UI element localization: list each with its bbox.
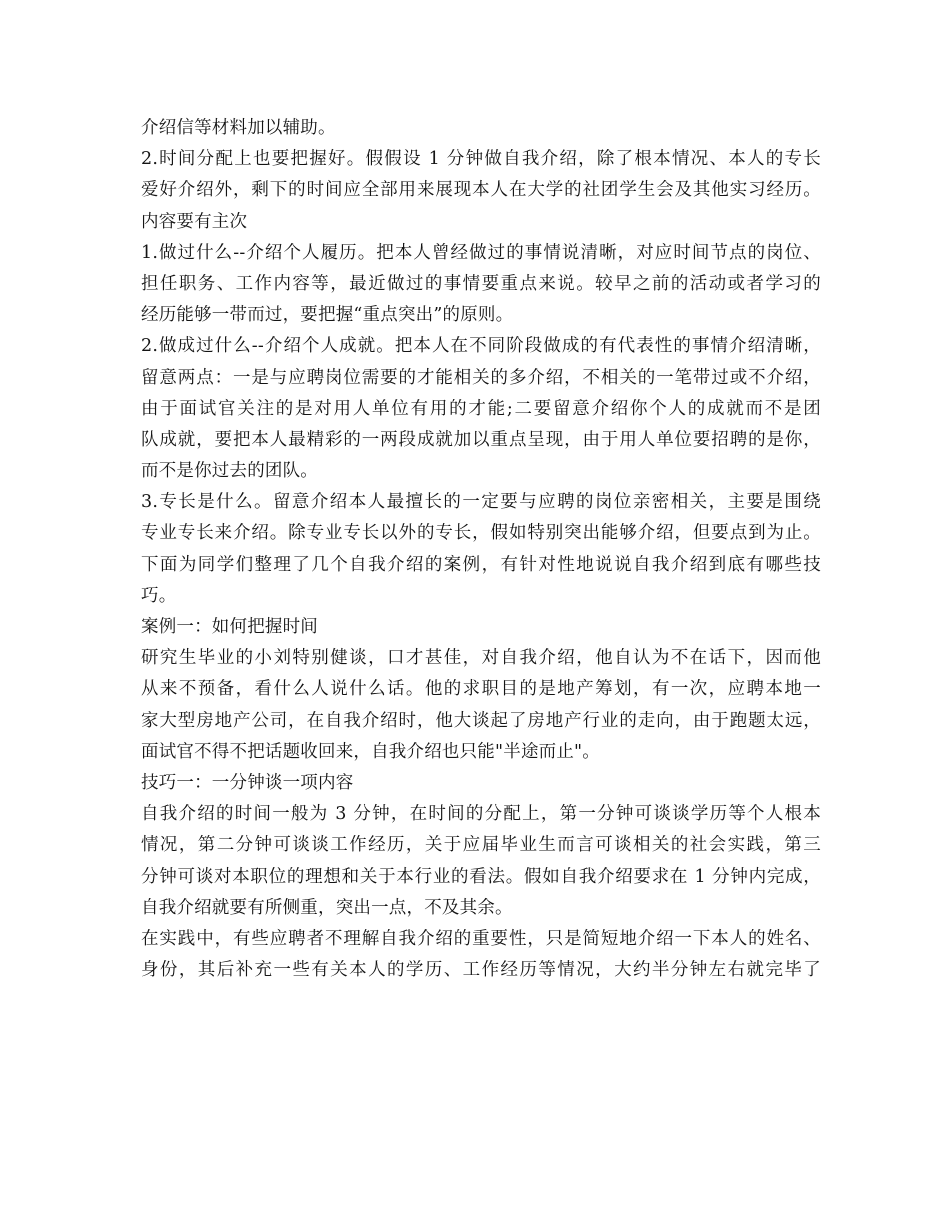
text-line: 在实践中，有些应聘者不理解自我介绍的重要性，只是简短地介绍一下本人的姓名、	[141, 928, 821, 949]
text-line: 研究生毕业的小刘特别健谈，口才甚佳，对自我介绍，他自认为不在话下，因而他	[141, 648, 821, 669]
text-line: 经历能够一带而过，要把握“重点突出”的原则。	[141, 305, 514, 326]
text-line: 面试官不得不把话题收回来，自我介绍也只能"半途而止"。	[141, 741, 600, 762]
text-line: 2.做成过什么--介绍个人成就。把本人在不同阶段做成的有代表性的事情介绍清晰，	[141, 336, 821, 357]
text-line: 担任职务、工作内容等，最近做过的事情要重点来说。较早之前的活动或者学习的	[141, 273, 821, 294]
text-line: 技巧一：一分钟谈一项内容	[141, 772, 354, 793]
document-body	[141, 113, 821, 986]
text-line: 由于面试官关注的是对用人单位有用的才能;二要留意介绍你个人的成就而不是团	[141, 398, 821, 419]
text-line: 1.做过什么--介绍个人履历。把本人曾经做过的事情说清晰，对应时间节点的岗位、	[141, 242, 821, 263]
text-line: 分钟可谈对本职位的理想和关于本行业的看法。假如自我介绍要求在 1 分钟内完成，	[141, 866, 821, 887]
text-line: 3.专长是什么。留意介绍本人最擅长的一定要与应聘的岗位亲密相关，主要是围绕	[141, 492, 821, 513]
text-line: 案例一：如何把握时间	[141, 617, 318, 637]
text-line: 家大型房地产公司，在自我介绍时，他大谈起了房地产行业的走向，由于跑题太远，	[141, 710, 821, 731]
text-line: 内容要有主次	[141, 211, 248, 232]
text-line: 从来不预备，看什么人说什么话。他的求职目的是地产筹划，有一次，应聘本地一	[141, 679, 821, 700]
text-line: 巧。	[141, 585, 177, 606]
text-line: 自我介绍的时间一般为 3 分钟，在时间的分配上，第一分钟可谈谈学历等个人根本	[141, 804, 821, 825]
text-line: 身份，其后补充一些有关本人的学历、工作经历等情况，大约半分钟左右就完毕了	[141, 960, 821, 981]
text-line: 队成就，要把本人最精彩的一两段成就加以重点呈现，由于用人单位要招聘的是你，	[141, 429, 821, 450]
text-line: 自我介绍就要有所侧重，突出一点，不及其余。	[141, 897, 513, 918]
text-line: 留意两点：一是与应聘岗位需要的才能相关的多介绍，不相关的一笔带过或不介绍，	[141, 367, 821, 388]
text-line: 介绍信等材料加以辅助。	[141, 118, 336, 138]
text-line: 情况，第二分钟可谈谈工作经历，关于应届毕业生而言可谈相关的社会实践，第三	[141, 835, 821, 856]
text-line: 爱好介绍外，剩下的时间应全部用来展现本人在大学的社团学生会及其他实习经历。	[141, 180, 821, 201]
text-line: 下面为同学们整理了几个自我介绍的案例，有针对性地说说自我介绍到底有哪些技	[141, 554, 821, 575]
text-line: 2.时间分配上也要把握好。假假设 1 分钟做自我介绍，除了根本情况、本人的专长	[141, 149, 821, 170]
text-line: 而不是你过去的团队。	[141, 461, 318, 482]
text-line: 专业专长来介绍。除专业专长以外的专长，假如特别突出能够介绍，但要点到为止。	[141, 523, 821, 544]
